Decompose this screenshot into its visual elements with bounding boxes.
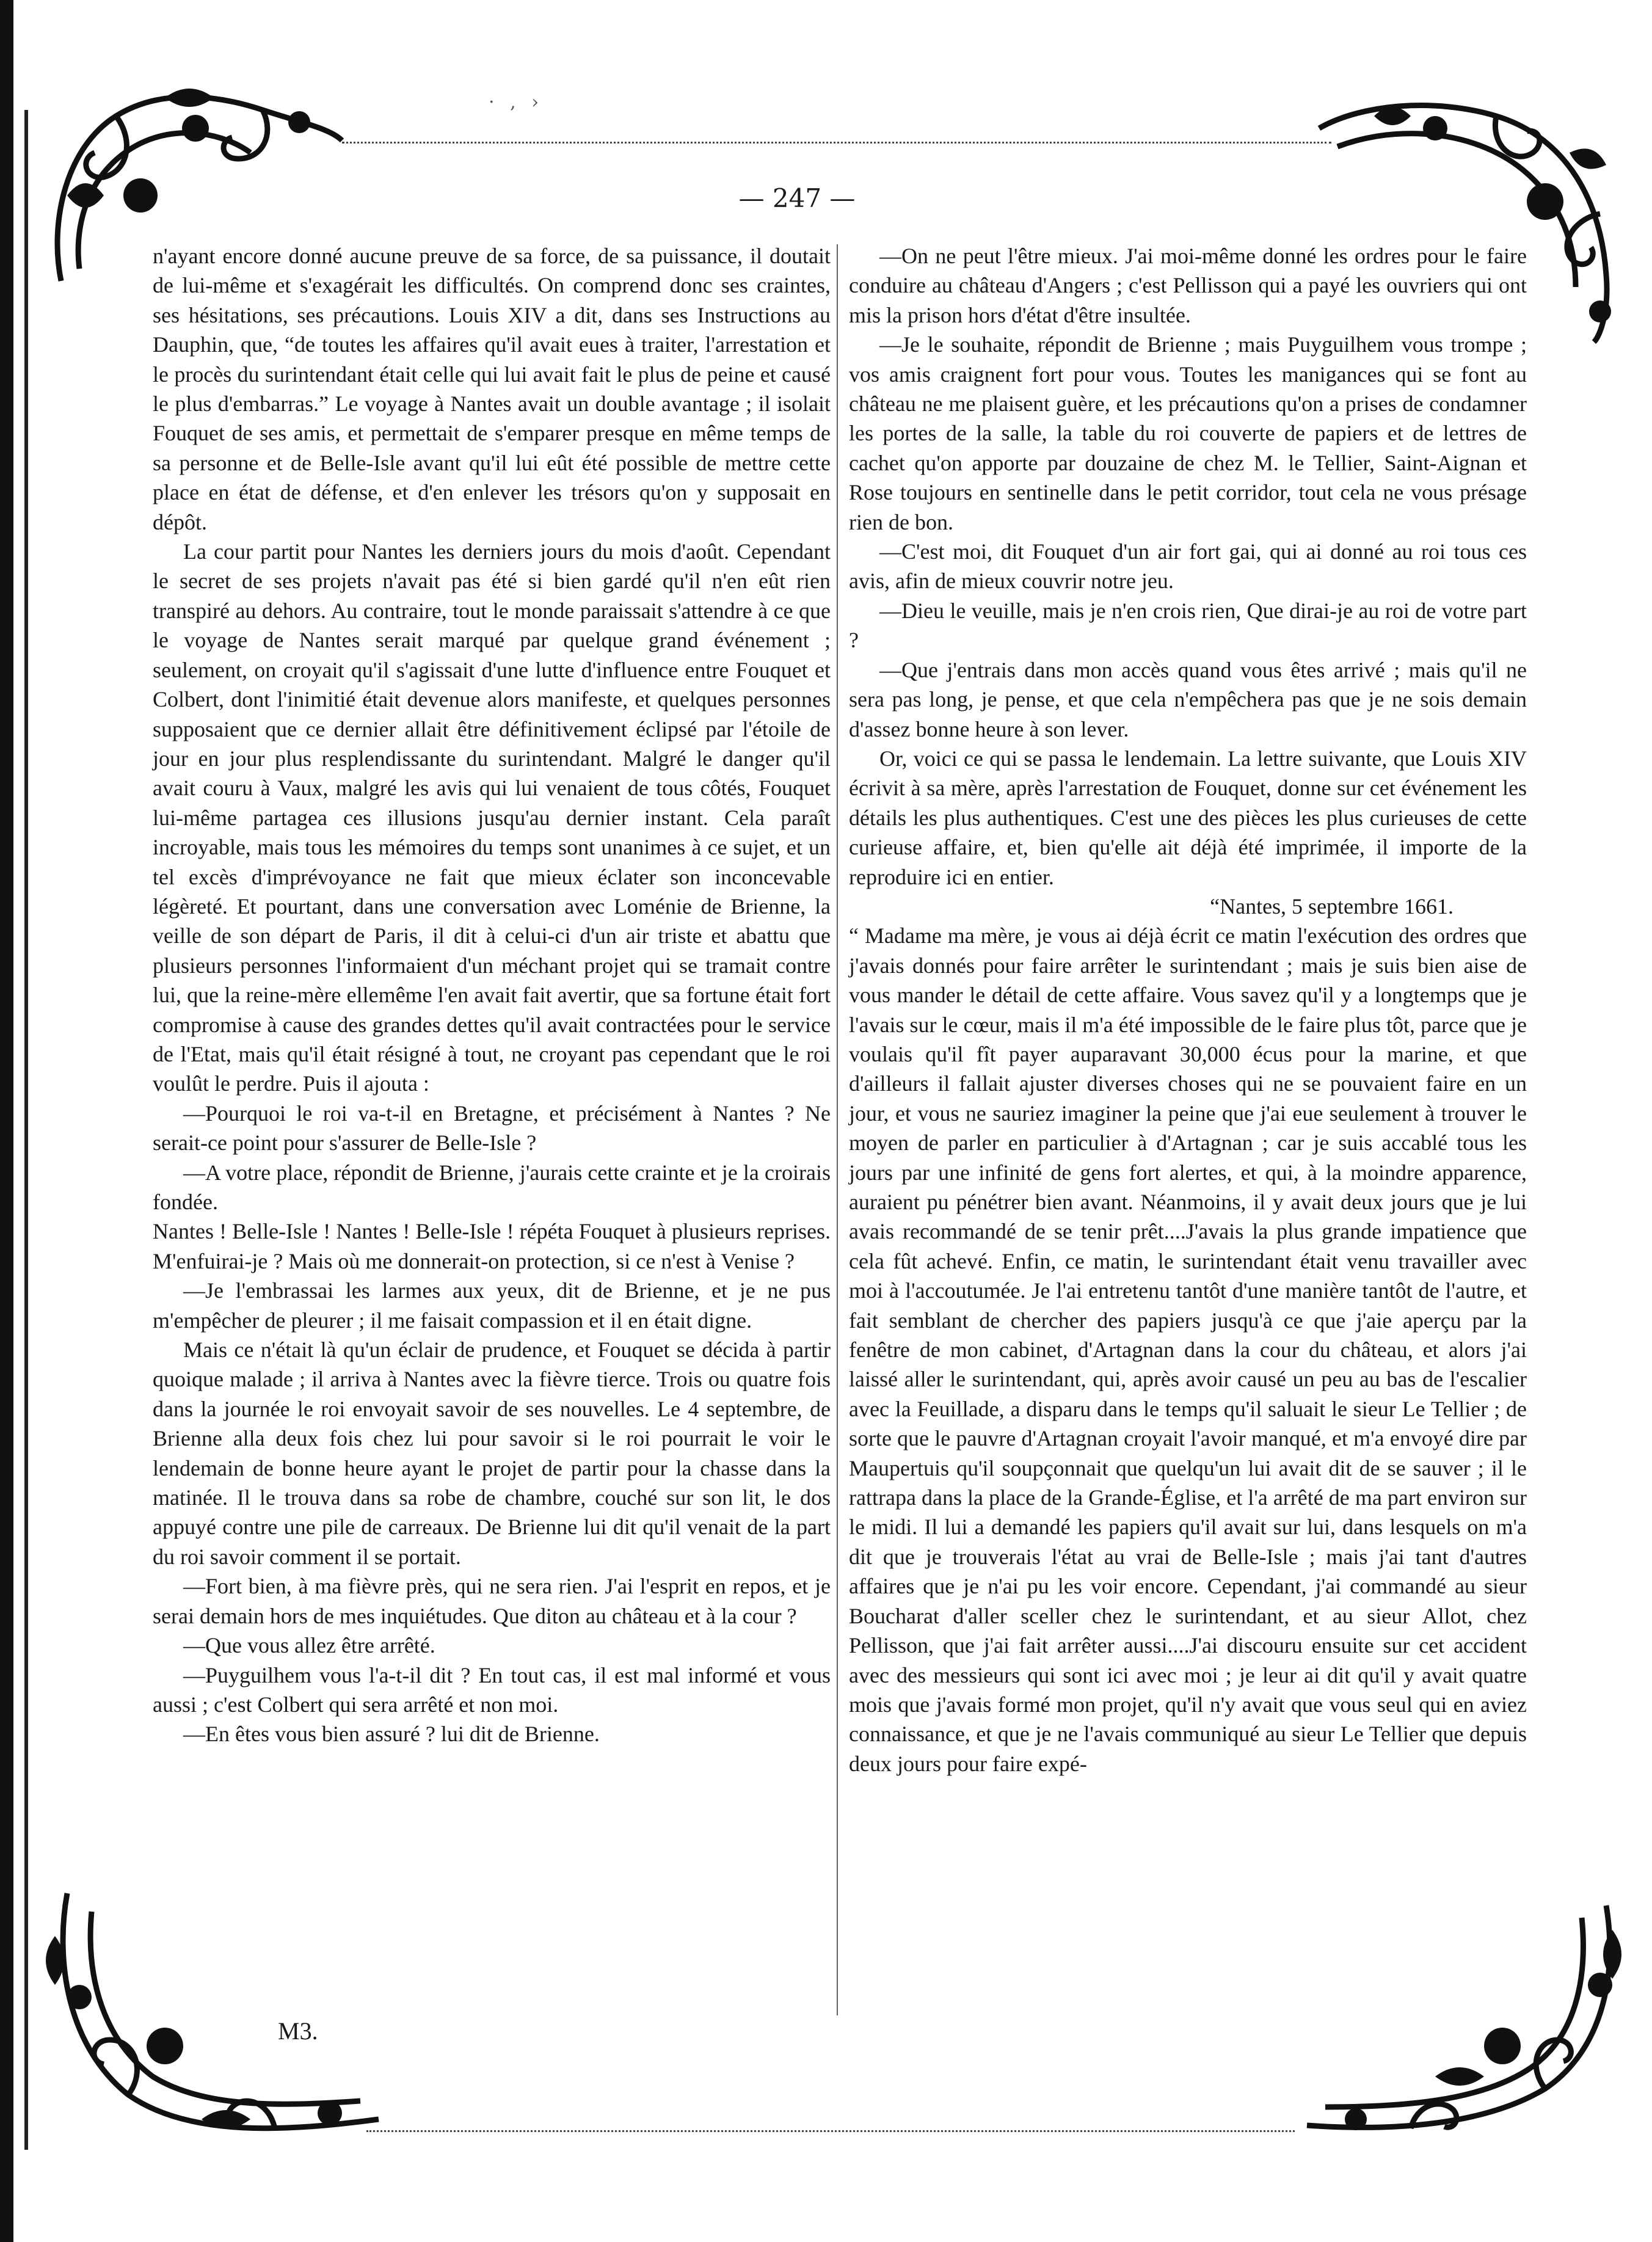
- left-paragraph-8: —Fort bien, à ma fièvre près, qui ne sera rien. J'ai l'esprit en repos, et je serai demain hors de mes inquiétudes. Que diton au château et à la cour ?: [153, 1574, 831, 1628]
- bottom-left-ornament: [43, 1887, 385, 2144]
- right-column: [849, 241, 1527, 1778]
- left-paragraph-9: —Que vous allez être arrêté.: [183, 1633, 435, 1658]
- bottom-right-ornament: [1301, 1893, 1631, 2138]
- right-paragraph-1: —On ne peut l'être mieux. J'ai moi-même donné les ordres pour le faire conduire au château d'Angers ; c'est Pellisson qui a payé les ouvriers qui ont mis la prison hors d'état d'être insultée.: [849, 244, 1527, 327]
- letter-heading: “Nantes, 5 septembre 1661.: [1210, 894, 1454, 919]
- right-paragraph-5: —Que j'entrais dans mon accès quand vous êtes arrivé ; mais qu'il ne sera pas long, je pense, et que cela n'empêchera pas que je ne sois demain d'assez bonne heure à son lever.: [849, 657, 1527, 741]
- right-paragraph-2: —Je le souhaite, répondit de Brienne ; mais Puyguilhem vous trompe ; vos amis craignent fort pour vous. Toutes les manigances qui se font au château ne me plaisent guère, et les précautions qu'on a prises de condamner les portes de la salle, la table du roi couverte de papiers et de lettres de cachet qu'on apporte par douzaine de chez M. le Tellier, Saint-Aignan et Rose toujours en sentinelle dans le petit corridor, tout cela ne vous présage rien de bon.: [849, 332, 1527, 534]
- left-column: [153, 241, 831, 1749]
- left-paragraph-3: —Pourquoi le roi va-t-il en Bretagne, et précisément à Nantes ? Ne serait-ce point pour s'assurer de Belle-Isle ?: [153, 1101, 831, 1156]
- left-paragraph-10: —Puyguilhem vous l'a-t-il dit ? En tout cas, il est mal informé et vous aussi ; c'est Colbert qui sera arrêté et non moi.: [153, 1662, 831, 1717]
- binding-line: [24, 110, 28, 2150]
- page-number: — 247 —: [738, 183, 856, 213]
- letter-body: “ Madame ma mère, je vous ai déjà écrit ce matin l'exécution des ordres que j'avais donnés pour faire arrêter le surintendant ; mais je suis bien aise de vous mander le détail de cette affaire. Vous savez qu'il y a longtemps que je l'avais sur le cœur, mais il m'a été impossible de le faire plus tôt, parce que je voulais qu'il fît payer auparavant 30,000 écus pour la marine, et que d'ailleurs il fallait ajuster diverses choses qui ne se pouvaient faire en un jour, et vous ne sauriez imaginer la peine que j'ai eue seulement à trouver le moyen de parler en particulier à d'Artagnan ; car je suis accablé tous les jours par une infinité de gens fort alertes, et qui, à la moindre apparence, auraient pu pénétrer bien avant. Néanmoins, il y avait deux jours que je lui avais recommandé de se tenir prêt....J'avais la plus grande impatience que cela fût achevé. Enfin, ce matin, le surintendant était venu travailler avec moi à l'accoutumée. Je l'ai entretenu tantôt d'une manière tantôt de l'autre, et fait semblant de chercher des papiers jusqu'à ce que j'aie aperçu par la fenêtre de mon cabinet, d'Artagnan dans la cour du château, et alors j'ai laissé aller le surintendant, qui, après avoir causé un peu au bas de l'escalier avec la Feuillade, a disparu dans le temps qu'il saluait le sieur Le Tellier ; de sorte que le pauvre d'Artagnan croyait l'avoir manqué, et m'a envoyé dire par Maupertuis qu'il soupçonnait que quelqu'un lui avait dit de se sauver ; il le rattrapa dans la place de la Grande-Église, et l'a arrêté de ma part environ sur le midi. Il lui a demandé les papiers qu'il avait sur lui, dans lesquels on m'a dit que je trouverais l'état au vrai de Belle-Isle ; mais j'ai tant d'autres affaires que je n'ai pu les voir encore. Cependant, j'ai commandé au sieur Boucharat d'aller sceller chez le surintendant, et au sieur Allot, chez Pellisson, que j'ai fait arrêter aussi....J'ai discouru ensuite sur cet accident avec des messieurs qui sont ici avec moi ; je leur ai dit qu'il y avait quatre mois que j'avais formé mon projet, qu'il n'y avait que vous seul qui en aviez connaissance, et que je ne l'avais communiqué au sieur Le Tellier que depuis deux jours pour faire expé-: [849, 923, 1527, 1776]
- left-paragraph-11: —En êtes vous bien assuré ? lui dit de Brienne.: [183, 1722, 600, 1747]
- top-mark: · , ›: [489, 92, 544, 113]
- signature-mark: M3.: [278, 2017, 318, 2045]
- top-dotted-rule: [342, 142, 1331, 147]
- left-paragraph-7: Mais ce n'était là qu'un éclair de prudence, et Fouquet se décida à partir quoique malade ; il arriva à Nantes avec la fièvre tierce. Trois ou quatre fois dans la journée le roi envoyait savoir de ses nouvelles. Le 4 septembre, de Brienne alla deux fois chez lui pour savoir si le roi pourrait le voir le lendemain de bonne heure ayant le projet de partir pour la chasse dans la matinée. Il le trouva dans sa robe de chambre, couché sur son lit, le dos appuyé contre une pile de carreaux. De Brienne lui dit qu'il venait de la part du roi savoir comment il se portait.: [153, 1338, 831, 1569]
- left-paragraph-2: La cour partit pour Nantes les derniers jours du mois d'août. Cependant le secret de ses projets n'avait pas été si bien gardé qu'il n'en eût rien transpiré au dehors. Au contraire, tout le monde paraissait s'attendre à ce que le voyage de Nantes serait marqué par quelque grand événement ; seulement, on croyait qu'il s'agissait d'une lutte d'influence entre Fouquet et Colbert, dont l'inimitié était devenue alors manifeste, et quelques personnes supposaient que ce dernier allait être définitivement éclipsé par l'étoile de jour en jour plus resplendissante du surintendant. Malgré le danger qu'il avait couru à Vaux, malgré les avis qui lui venaient de tous côtés, Fouquet lui-même partagea ces illusions jusqu'au dernier instant. Cela paraît incroyable, mais tous les mémoires du temps sont unanimes à ce sujet, et un tel excès d'imprévoyance ne fait que mieux éclater son inconcevable légèreté. Et pourtant, dans une conversation avec Loménie de Brienne, la veille de son départ de Paris, il dit à celui-ci d'un air triste et abattu que plusieurs personnes l'informaient d'un méchant projet qui se tramait contre lui, que la reine-mère ellemême l'en avait fait avertir, que sa fortune était fort compromise à cause des grandes dettes qu'il avait contractées pour le service de l'Etat, mais qu'il était résigné à tout, ne croyant pas cependant que le roi voulût le perdre. Puis il ajouta :: [153, 539, 831, 1096]
- right-paragraph-3: —C'est moi, dit Fouquet d'un air fort gai, qui ai donné au roi tous ces avis, afin de mieux couvrir notre jeu.: [849, 539, 1527, 594]
- left-paragraph-5: Nantes ! Belle-Isle ! Nantes ! Belle-Isle ! répéta Fouquet à plusieurs reprises. M'enfuirai-je ? Mais où me donnerait-on protection, si ce n'est à Venise ?: [153, 1219, 831, 1273]
- bottom-dotted-rule: [366, 2130, 1295, 2136]
- left-paragraph-4: —A votre place, répondit de Brienne, j'aurais cette crainte et je la croirais fondée.: [153, 1160, 831, 1214]
- left-paragraph-1: n'ayant encore donné aucune preuve de sa force, de sa puissance, il doutait de lui-même et s'exagérait les difficultés. On comprend donc ses craintes, ses hésitations, ses précautions. Louis XIV a dit, dans ses Instructions au Dauphin, que, “de toutes les affaires qu'il avait eues à traiter, l'arrestation et le procès du surintendant était celle qui lui avait fait le plus de peine et causé le plus d'embarras.” Le voyage à Nantes avait un double avantage ; il isolait Fouquet de ses amis, et permettait de s'emparer presque en même temps de sa personne et de Belle-Isle avant qu'il lui eût été possible de mettre cette place en état de défense, et d'en enlever les trésors qu'on y supposait en dépôt.: [153, 244, 831, 534]
- column-divider: [837, 244, 838, 2015]
- left-paragraph-6: —Je l'embrassai les larmes aux yeux, dit de Brienne, et je ne pus m'empêcher de pleurer ; il me faisait compassion et il en était digne.: [153, 1278, 831, 1333]
- right-paragraph-4: —Dieu le veuille, mais je n'en crois rien, Que dirai-je au roi de votre part ?: [849, 598, 1527, 653]
- binding-edge: [0, 0, 13, 2242]
- right-paragraph-6: Or, voici ce qui se passa le lendemain. La lettre suivante, que Louis XIV écrivit à sa mère, après l'arrestation de Fouquet, donne sur cet événement les détails les plus authentiques. C'est une des pièces les plus curieuses de cette curieuse affaire, et, bien qu'elle ait déjà été imprimée, il importe de la reproduire ici en entier.: [849, 746, 1527, 889]
